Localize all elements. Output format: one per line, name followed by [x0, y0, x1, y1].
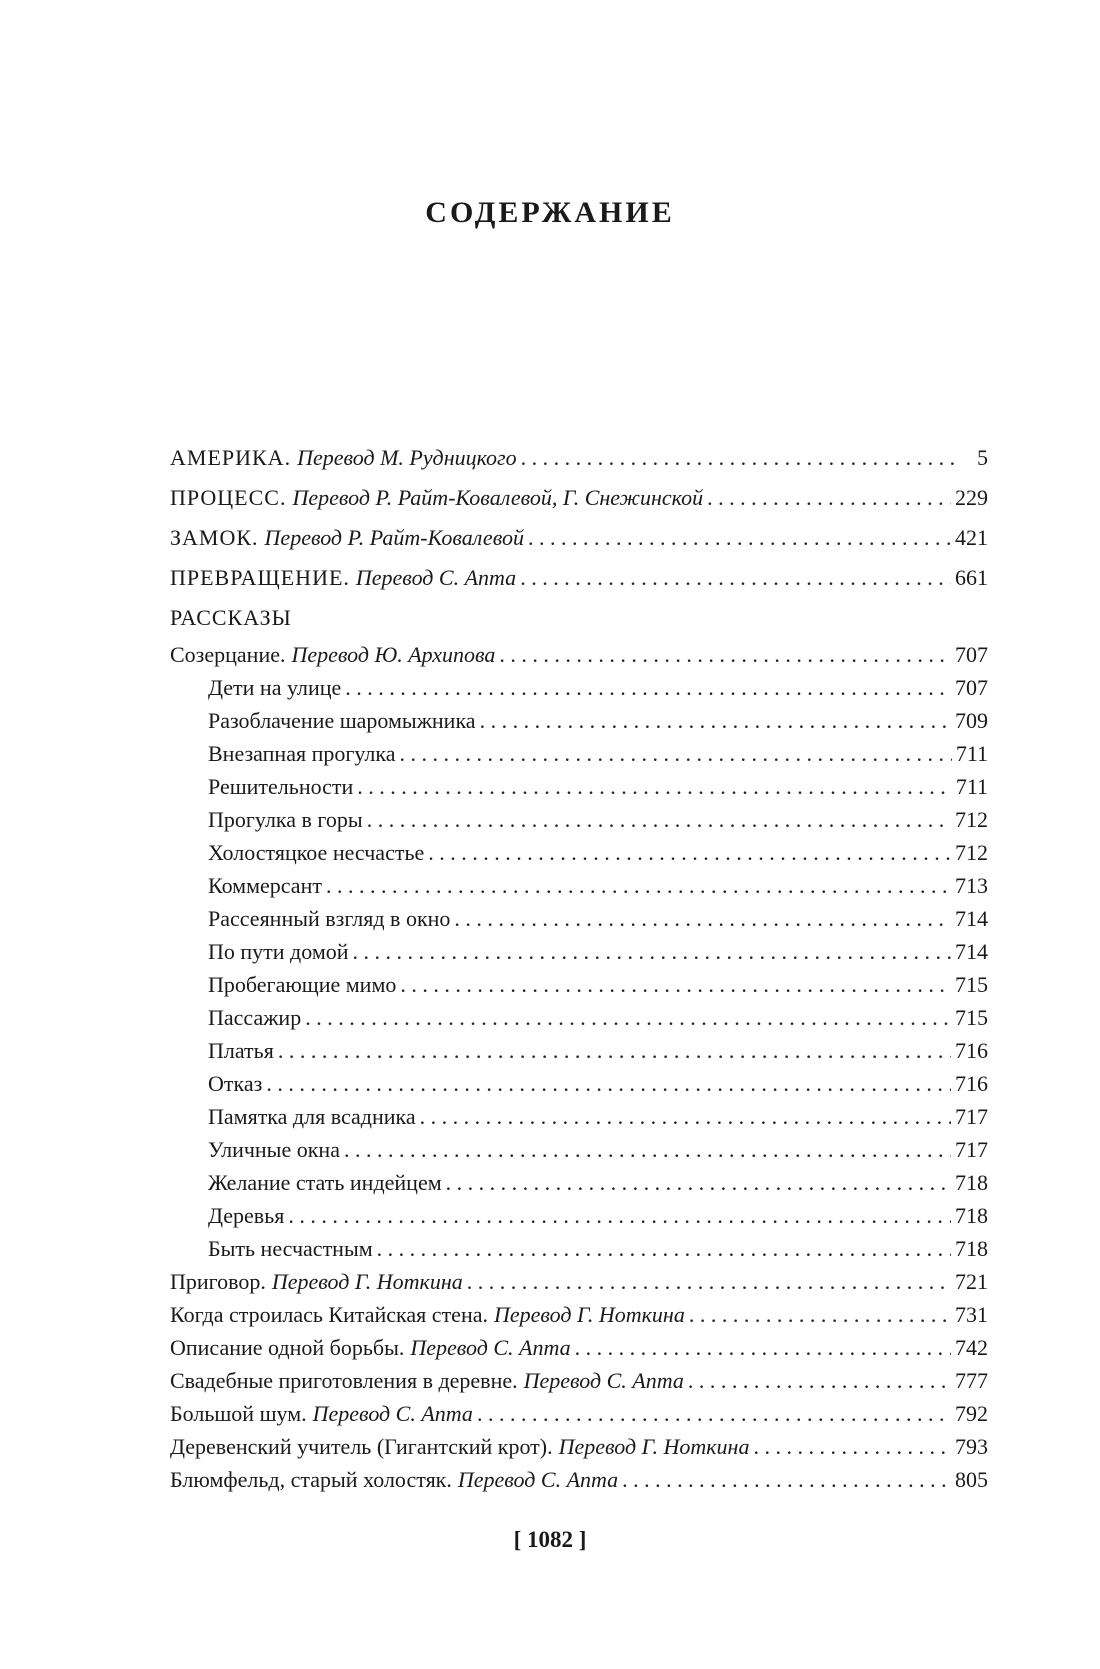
toc-entry-page: 793: [955, 1434, 988, 1459]
dot-leader: [326, 869, 951, 902]
toc-entry-translator: Перевод Ю. Архипова: [291, 642, 496, 667]
toc-entry-page: 715: [955, 1005, 988, 1030]
toc-entry-title: Когда строилась Китайская стена.: [170, 1302, 488, 1327]
toc-entry: [170, 1067, 988, 1100]
dot-leader: [477, 1397, 951, 1430]
toc-entry-page: 707: [955, 642, 988, 667]
toc-entry: [170, 1331, 988, 1364]
toc-entry-translator: Перевод Г. Ноткина: [271, 1269, 463, 1294]
toc-entry-title: Созерцание.: [170, 642, 286, 667]
table-of-contents: [170, 438, 988, 1496]
dot-leader: [428, 836, 951, 869]
toc-entry-title: Блюмфельд, старый холостяк.: [170, 1467, 452, 1492]
toc-entry: [170, 803, 988, 836]
toc-entry-title: ПРОЦЕСС.: [170, 485, 287, 510]
toc-entry-translator: Перевод С. Апта: [457, 1467, 619, 1492]
toc-entry-page: 661: [955, 565, 988, 590]
toc-entry-title: Дети на улице: [208, 675, 342, 700]
toc-entry-title: Уличные окна: [208, 1137, 340, 1162]
toc-entry-page: 715: [955, 972, 988, 997]
toc-entry-title: Желание стать индейцем: [208, 1170, 442, 1195]
dot-leader: [499, 638, 951, 671]
dot-leader: [400, 737, 952, 770]
toc-entry-translator: Перевод Р. Райт-Ковалевой, Г. Снежинской: [292, 485, 704, 510]
toc-entry-translator: Перевод С. Апта: [355, 565, 517, 590]
dot-leader: [345, 671, 951, 704]
toc-entry-page: 792: [955, 1401, 988, 1426]
toc-entry-page: 718: [955, 1203, 988, 1228]
toc-entry: [170, 478, 988, 518]
toc-entry-translator: Перевод С. Апта: [523, 1368, 684, 1393]
dot-leader: [288, 1199, 951, 1232]
toc-entry: [170, 671, 988, 704]
toc-entry-page: 731: [955, 1302, 988, 1327]
toc-entry: [170, 1232, 988, 1265]
dot-leader: [278, 1034, 951, 1067]
toc-entry-title: Платья: [208, 1038, 274, 1063]
page-title: СОДЕРЖАНИЕ: [425, 196, 675, 230]
toc-entry: [170, 968, 988, 1001]
toc-entry-title: Решительности: [208, 774, 354, 799]
toc-entry-title: Свадебные приготовления в деревне.: [170, 1368, 518, 1393]
toc-entry-title: По пути домой: [208, 939, 349, 964]
toc-entry-title: Холостяцкое несчастье: [208, 840, 425, 865]
toc-entry: [170, 1001, 988, 1034]
toc-entry-title: Прогулка в горы: [208, 807, 363, 832]
toc-entry-translator: Перевод С. Апта: [410, 1335, 571, 1360]
toc-entry-page: 718: [955, 1170, 988, 1195]
toc-entry-title: Отказ: [208, 1071, 263, 1096]
toc-entry-page: 712: [955, 807, 988, 832]
toc-entry: [170, 1364, 988, 1397]
dot-leader: [266, 1067, 951, 1100]
dot-leader: [420, 1100, 951, 1133]
dot-leader: [688, 1364, 951, 1397]
dot-leader: [454, 902, 951, 935]
dot-leader: [353, 935, 951, 968]
toc-entry-page: 717: [955, 1104, 988, 1129]
toc-entry-title: ПРЕВРАЩЕНИЕ.: [170, 565, 350, 590]
dot-leader: [446, 1166, 951, 1199]
toc-entry-page: 716: [955, 1038, 988, 1063]
toc-entry-title: Приговор.: [170, 1269, 266, 1294]
dot-leader: [467, 1265, 951, 1298]
toc-entry: [170, 1430, 988, 1463]
toc-entry-translator: Перевод Г. Ноткина: [493, 1302, 685, 1327]
dot-leader: [377, 1232, 951, 1265]
toc-entry-title: Пробегающие мимо: [208, 972, 397, 997]
toc-entry-page: 777: [955, 1368, 988, 1393]
toc-entry: [170, 1463, 988, 1496]
toc-entry-page: 709: [955, 708, 988, 733]
dot-leader: [305, 1001, 951, 1034]
toc-entry-page: 421: [955, 525, 988, 550]
toc-entry: [170, 704, 988, 737]
toc-entry-title: Быть несчастным: [208, 1236, 373, 1261]
toc-entry-translator: Перевод С. Апта: [312, 1401, 473, 1426]
dot-leader: [367, 803, 951, 836]
toc-entry-page: 805: [955, 1467, 988, 1492]
toc-entry: [170, 935, 988, 968]
dot-leader: [344, 1133, 951, 1166]
toc-entry: [170, 737, 988, 770]
toc-entry: [170, 1265, 988, 1298]
toc-entry-translator: Перевод М. Рудницкого: [297, 445, 517, 470]
toc-entry-title: Деревенский учитель (Гигантский крот).: [170, 1434, 553, 1459]
dot-leader: [520, 558, 951, 598]
toc-entry: [170, 558, 988, 598]
dot-leader: [528, 518, 951, 558]
toc-entry: [170, 1034, 988, 1067]
toc-entry: [170, 1199, 988, 1232]
page-number: [ 1082 ]: [513, 1527, 587, 1552]
toc-entry-page: 5: [977, 445, 988, 470]
toc-entry: [170, 638, 988, 671]
toc-entry: [170, 770, 988, 803]
toc-entry: [170, 1166, 988, 1199]
toc-entry-page: 714: [955, 906, 988, 931]
toc-entry-title: Коммерсант: [208, 873, 322, 898]
toc-entry-page: 742: [955, 1335, 988, 1360]
toc-entry: [170, 438, 988, 478]
dot-leader: [357, 770, 952, 803]
toc-entry: [170, 518, 988, 558]
dot-leader: [400, 968, 951, 1001]
toc-entry-page: 229: [955, 485, 988, 510]
toc-entry-translator: Перевод Р. Райт-Ковалевой: [264, 525, 524, 550]
toc-entry-page: 718: [955, 1236, 988, 1261]
toc-section-heading: [170, 598, 988, 638]
toc-entry-translator: Перевод Г. Ноткина: [558, 1434, 750, 1459]
toc-entry-title: Большой шум.: [170, 1401, 307, 1426]
dot-leader: [753, 1430, 951, 1463]
toc-entry-page: 711: [955, 741, 988, 766]
toc-entry-title: Пассажир: [208, 1005, 302, 1030]
dot-leader: [480, 704, 951, 737]
toc-entry-page: 713: [955, 873, 988, 898]
toc-entry-title: Рассеянный взгляд в окно: [208, 906, 451, 931]
toc-entry-title: Разоблачение шаромыжника: [208, 708, 476, 733]
dot-leader: [707, 478, 951, 518]
toc-entry-page: 717: [955, 1137, 988, 1162]
toc-entry-page: 707: [955, 675, 988, 700]
dot-leader: [575, 1331, 951, 1364]
dot-leader: [622, 1463, 951, 1496]
dot-leader: [689, 1298, 951, 1331]
toc-entry: [170, 1397, 988, 1430]
toc-entry-title: Внезапная прогулка: [208, 741, 396, 766]
toc-entry-page: 711: [955, 774, 988, 799]
toc-entry-page: 712: [955, 840, 988, 865]
toc-entry-title: АМЕРИКА.: [170, 445, 292, 470]
toc-entry: [170, 1298, 988, 1331]
dot-leader: [521, 438, 954, 478]
toc-entry-page: 714: [955, 939, 988, 964]
toc-entry: [170, 1133, 988, 1166]
toc-entry-title: Деревья: [208, 1203, 285, 1228]
toc-entry-title: Памятка для всадника: [208, 1104, 416, 1129]
toc-entry: [170, 869, 988, 902]
toc-entry: [170, 902, 988, 935]
toc-entry-page: 716: [955, 1071, 988, 1096]
toc-entry: [170, 836, 988, 869]
toc-entry-title: Описание одной борьбы.: [170, 1335, 405, 1360]
toc-entry: [170, 1100, 988, 1133]
toc-entry-title: ЗАМОК.: [170, 525, 259, 550]
toc-entry-title: РАССКАЗЫ: [170, 605, 292, 630]
toc-entry-page: 721: [955, 1269, 988, 1294]
